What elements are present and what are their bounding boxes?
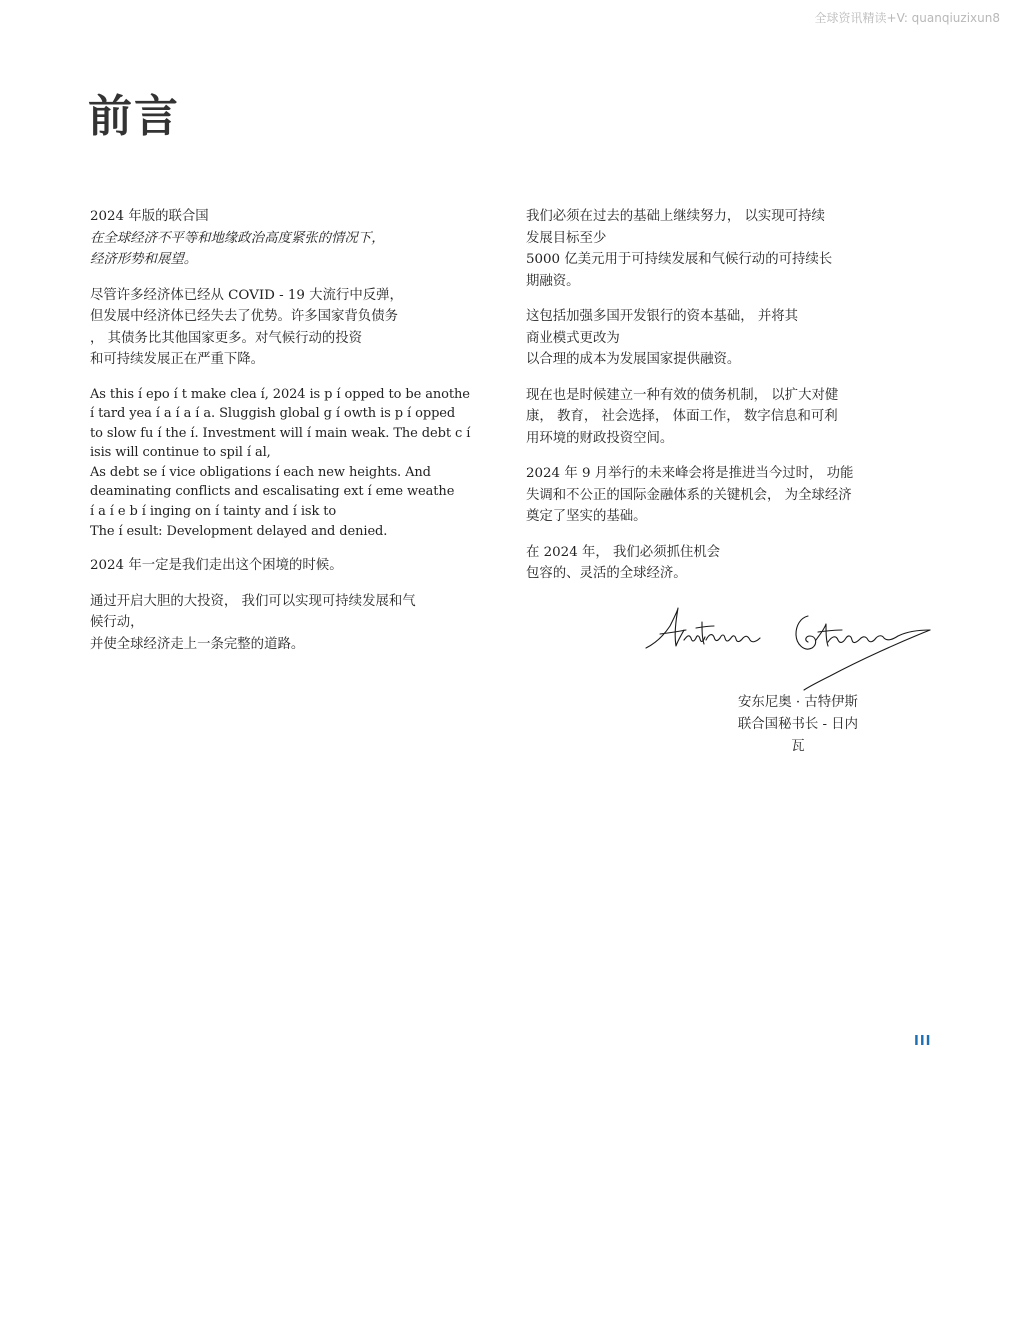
text-line: 康， 教育， 社会选择， 体面工作， 数字信息和可利: [526, 409, 838, 424]
text-line: 2024 年版的联合国: [90, 209, 209, 224]
text-line: 尽管许多经济体已经从 COVID - 19 大流行中反弹，: [90, 287, 403, 303]
signatory-title-continued: 瓦: [791, 739, 805, 754]
debt-mechanism-paragraph: [526, 385, 926, 450]
text-line: 和可持续发展正在严重下降。: [90, 352, 265, 367]
text-line: 2024 年一定是我们走出这个困境的时候。: [90, 558, 343, 574]
text-line: 在全球经济不平等和地缘政治高度紧张的情况下，: [90, 230, 385, 246]
summit-paragraph: [526, 463, 926, 528]
right-column: [526, 206, 926, 599]
text-line: 用环境的财政投资空间。: [526, 430, 674, 446]
signatory-title: 联合国秘书长 - 日内: [737, 717, 859, 732]
turning-point-paragraph: [90, 555, 490, 577]
text-line: ， 其债务比其他国家更多。对气候行动的投资: [90, 330, 363, 346]
text-line: 我们必须在过去的基础上继续努力， 以实现可持续: [526, 209, 825, 224]
watermark-text: 全球资讯精读+V: quanqiuzixun8: [814, 11, 1000, 25]
text-line: to slow fu í the í. Investment will í main weak. The debt c í: [90, 425, 471, 441]
text-line: The í esult: Development delayed and denied.: [90, 523, 388, 539]
text-line: 通过开启大胆的大投资， 我们可以实现可持续发展和气: [90, 593, 416, 609]
text-line: 但发展中经济体已经失去了优势。许多国家背负债务: [90, 309, 398, 324]
text-line: deaminating conflicts and escalisating ext í eme weathe: [90, 484, 455, 500]
text-line: isis will continue to spil í al,: [90, 445, 271, 461]
text-line: 这包括加强多国开发银行的资本基础， 并将其: [526, 309, 799, 324]
text-line: 并使全球经济走上一条完整的道路。: [90, 636, 305, 652]
signatory-name: 安东尼奥 · 古特伊斯: [738, 695, 858, 710]
page-title: 前言: [88, 91, 180, 142]
intro-paragraph: [90, 206, 490, 271]
text-line: As this í epo í t make clea í, 2024 is p í opped to be anothe: [90, 386, 470, 402]
text-line: 奠定了坚实的基础。: [526, 509, 647, 524]
english-paragraph: [90, 385, 490, 542]
page-number: III: [914, 1034, 932, 1049]
signature-caption: [718, 692, 878, 758]
text-line: 包容的、灵活的全球经济。: [526, 566, 687, 581]
text-line: 发展目标至少: [526, 230, 607, 246]
text-line: 候行动，: [90, 615, 144, 631]
left-column: [90, 206, 490, 669]
development-banks-paragraph: [526, 306, 926, 371]
text-line: 期融资。: [526, 273, 580, 289]
closing-paragraph: [526, 542, 926, 585]
text-line: 以合理的成本为发展国家提供融资。: [526, 352, 741, 367]
text-line: 在 2024 年， 我们必须抓住机会: [526, 544, 721, 560]
text-line: 失调和不公正的国际金融体系的关键机会， 为全球经济: [526, 487, 852, 503]
recovery-paragraph: [90, 285, 490, 371]
investment-paragraph: [90, 591, 490, 656]
sdg-paragraph: [526, 206, 926, 292]
text-line: 2024 年 9 月举行的未来峰会将是推进当今过时， 功能: [526, 466, 854, 481]
text-line: 商业模式更改为: [526, 330, 620, 346]
text-line: 5000 亿美元用于可持续发展和气候行动的可持续长: [526, 252, 833, 267]
text-line: í tard yea í a í a í a. Sluggish global g í owth is p í opped: [90, 406, 456, 422]
text-line: As debt se í vice obligations í each new heights. And: [90, 464, 431, 480]
text-line: 现在也是时候建立一种有效的债务机制， 以扩大对健: [526, 387, 839, 403]
text-line: 经济形势和展望。: [90, 252, 198, 267]
handwritten-signature: [640, 600, 940, 695]
text-line: í a í e b í inging on í tainty and í isk to: [90, 504, 337, 520]
